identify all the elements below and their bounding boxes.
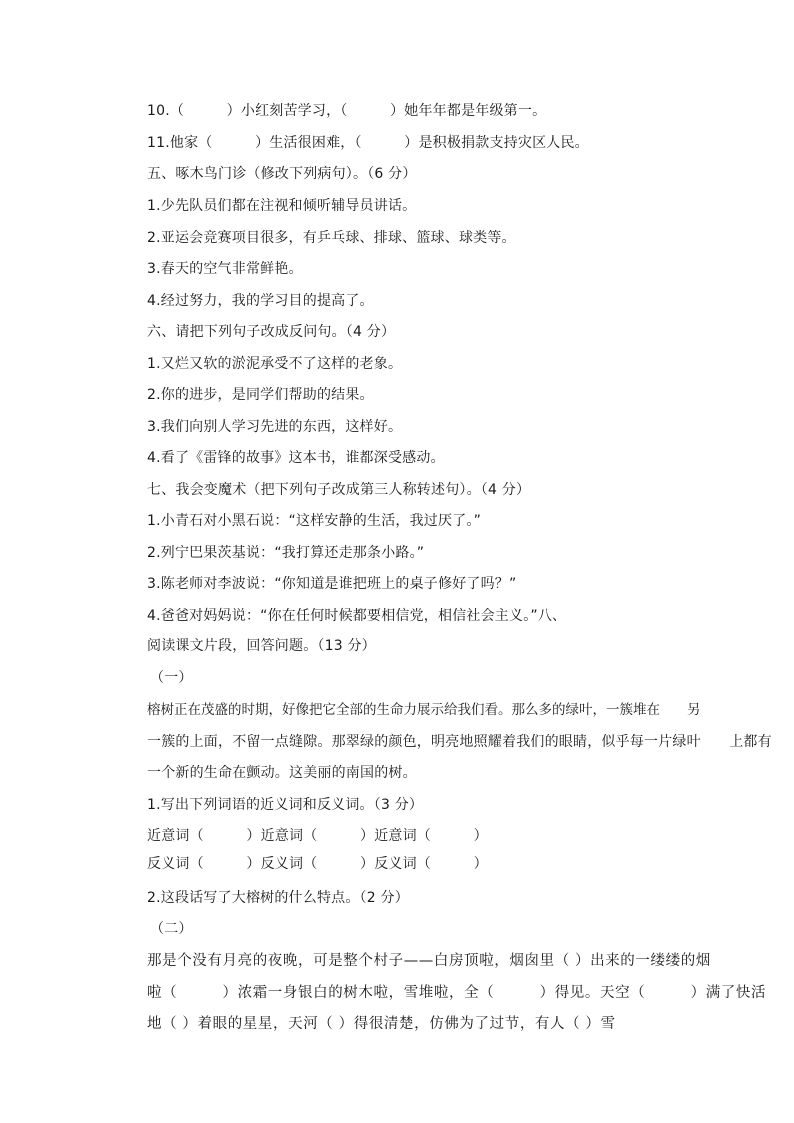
question-11: 11.他家（ ）生活很困难，（ ）是积极捐款支持灾区人民。 xyxy=(147,135,589,151)
section-6-item-3: 3.我们向别人学习先进的东西，这样好。 xyxy=(147,419,403,435)
section-8-heading: 阅读课文片段，回答问题。（13 分） xyxy=(147,638,376,654)
section-7-item-4: 4.爸爸对妈妈说：“你在任何时候都要相信党，相信社会主义。”八、 xyxy=(147,608,567,624)
section-6-heading: 六、请把下列句子改成反问句。（4 分） xyxy=(147,324,396,340)
passage-1-line-3: 一个新的生命在颤动。这美丽的南国的树。 xyxy=(147,765,417,781)
section-6-item-2: 2.你的进步，是同学们帮助的结果。 xyxy=(147,387,374,403)
passage-2-line-3: 地（ ）着眼的星星，天河（ ）得很清楚，仿佛为了过节，有人（ ）雪 xyxy=(147,1016,616,1032)
section-5-item-3: 3.春天的空气非常鲜艳。 xyxy=(147,261,303,277)
passage-2-line-2: 啦（ ）浓霜一身银白的树木啦，雪堆啦，全（ ）得见。天空（ ）满了快活 xyxy=(147,985,767,1001)
section-7-item-2: 2.列宁巴果茨基说：“我打算还走那条小路。” xyxy=(147,545,425,561)
section-5-item-4: 4.经过努力，我的学习目的提高了。 xyxy=(147,293,374,309)
section-7-item-3: 3.陈老师对李波说：“你知道是谁把班上的桌子修好了吗？” xyxy=(147,576,517,592)
passage-1-line-2: 一簇的上面，不留一点缝隙。那翠绿的颜色，明亮地照耀着我们的眼睛，似乎每一片绿叶 上都有 xyxy=(147,734,772,750)
section-5-item-2: 2.亚运会竞赛项目很多，有乒乓球、排球、篮球、球类等。 xyxy=(147,230,516,246)
section-7-heading: 七、我会变魔术（把下列句子改成第三人称转述句）。（4 分） xyxy=(147,482,531,498)
section-5-heading: 五、啄木鸟门诊（修改下列病句）。（6 分） xyxy=(147,166,417,182)
section-5-item-1: 1.少先队员们都在注视和倾听辅导员讲话。 xyxy=(147,198,417,214)
passage-1-line-1: 榕树正在茂盛的时期，好像把它全部的生命力展示给我们看。那么多的绿叶，一簇堆在 另 xyxy=(147,702,701,718)
section-7-item-1: 1.小青石对小黑石说：“这样安静的生活，我过厌了。” xyxy=(147,513,482,529)
part-1-question-2: 2.这段话写了大榕树的什么特点。（2 分） xyxy=(147,890,409,906)
antonym-blanks: 反义词（ ）反义词（ ）反义词（ ） xyxy=(147,856,488,872)
part-1-question-1: 1.写出下列词语的近义词和反义词。（3 分） xyxy=(147,797,424,813)
part-1-label: （一） xyxy=(150,670,193,686)
synonym-blanks: 近意词（ ）近意词（ ）近意词（ ） xyxy=(147,828,488,844)
question-10: 10.（ ）小红刻苦学习，（ ）她年年都是年级第一。 xyxy=(147,103,547,119)
part-2-label: （二） xyxy=(150,921,193,937)
section-6-item-4: 4.看了《雷锋的故事》这本书，谁都深受感动。 xyxy=(147,450,445,466)
passage-2-line-1: 那是个没有月亮的夜晚，可是整个村子——白房顶啦，烟囱里（ ）出来的一缕缕的烟 xyxy=(147,953,711,969)
section-6-item-1: 1.又烂又软的淤泥承受不了这样的老象。 xyxy=(147,356,403,372)
